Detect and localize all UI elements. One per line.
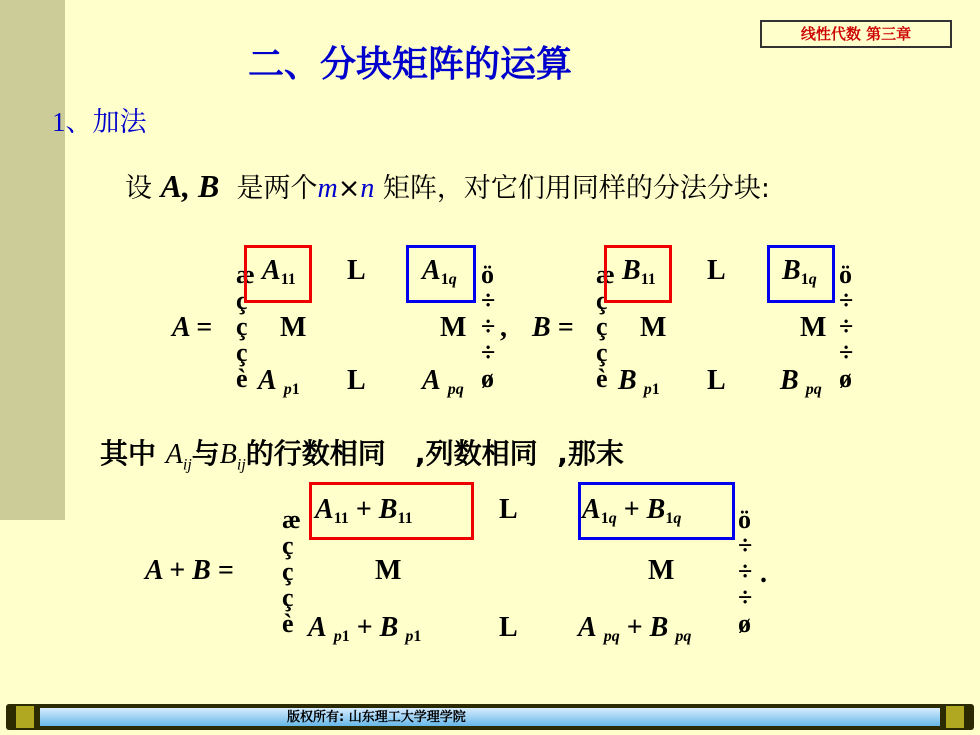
sum-e1q: A1q + B1q — [582, 494, 682, 527]
footer-copyright: 版权所有: 山东理工大学理学院 — [287, 710, 466, 725]
matrix-a-left-bracket: æ ç ç ç è — [236, 260, 255, 393]
footer-bar-fill — [40, 708, 940, 726]
matrix-b-left-bracket: æ ç ç ç è — [596, 260, 615, 393]
matrix-b-epq: B pq — [780, 365, 822, 398]
matrix-b-vdots-2: M — [800, 312, 827, 343]
intro-suffix: 矩阵，对它们用同样的分法分块: — [382, 173, 771, 204]
matrix-a-lhs: A = — [172, 312, 213, 343]
matrix-a-comma: , — [500, 312, 507, 343]
cond-prefix: 其中 — [100, 437, 157, 470]
section-number: 1 — [52, 107, 66, 137]
matrix-b-right-bracket: ö ÷ ÷ ÷ ø — [839, 260, 854, 393]
cond-text2: ,列数相同 — [415, 437, 538, 470]
section-label: 、加法 — [65, 107, 147, 138]
section-heading — [52, 100, 147, 139]
matrix-a-vdots-1: M — [280, 312, 307, 343]
matrix-a-right-bracket: ö ÷ ÷ ÷ ø — [481, 260, 496, 393]
intro-vars: A, B — [160, 168, 220, 204]
intro-sentence — [125, 166, 770, 205]
sum-vdots-2: M — [648, 555, 675, 586]
matrix-b-ep1: B p1 — [618, 365, 660, 398]
sum-period: . — [760, 558, 767, 589]
cond-conj: 与 — [191, 437, 220, 470]
cond-b: $B_{ij}$ — [219, 439, 246, 474]
matrix-b-e11: B11 — [622, 255, 656, 288]
matrix-a-e1q: A1q — [422, 255, 457, 288]
sum-lhs: A + B = — [145, 555, 234, 586]
matrix-a-hdots-1: L — [347, 255, 366, 286]
sum-vdots-1: M — [375, 555, 402, 586]
intro-prefix: 设 — [125, 173, 152, 204]
chapter-badge: 线性代数 第三章 — [760, 20, 952, 48]
matrix-a-vdots-2: M — [440, 312, 467, 343]
matrix-b-hdots-1: L — [707, 255, 726, 286]
sum-hdots-1: L — [499, 494, 518, 525]
matrix-a-epq: A pq — [422, 365, 464, 398]
cond-text3: ,那末 — [557, 437, 624, 470]
page-title: 二、分块矩阵的运算 — [248, 44, 573, 85]
cond-text1: 的行数相同 — [245, 437, 386, 470]
matrix-a-e11: A11 — [262, 255, 296, 288]
matrix-b-e1q: B1q — [782, 255, 817, 288]
matrix-b-vdots-1: M — [640, 312, 667, 343]
sum-right-bracket: ö ÷ ÷ ÷ ø — [738, 505, 753, 638]
matrix-a-hdots-2: L — [347, 365, 366, 396]
intro-times: × — [337, 173, 361, 204]
sum-hdots-2: L — [499, 612, 518, 643]
sum-e11: A11 + B11 — [315, 494, 413, 527]
sum-ep1: A p1 + B p1 — [308, 612, 422, 645]
matrix-b-lhs: B = — [532, 312, 574, 343]
left-sidebar — [0, 0, 65, 520]
condition-sentence — [100, 432, 624, 475]
intro-n: n — [360, 173, 375, 204]
matrix-a-ep1: A p1 — [258, 365, 300, 398]
sum-epq: A pq + B pq — [578, 612, 692, 645]
sum-left-bracket: æ ç ç ç è — [282, 505, 301, 638]
cond-a: $A_{ij}$ — [165, 439, 192, 474]
intro-m: m — [317, 173, 338, 204]
footer-cap-right — [946, 706, 964, 728]
intro-middle: 是两个 — [236, 173, 318, 204]
footer-cap-left — [16, 706, 34, 728]
matrix-b-hdots-2: L — [707, 365, 726, 396]
